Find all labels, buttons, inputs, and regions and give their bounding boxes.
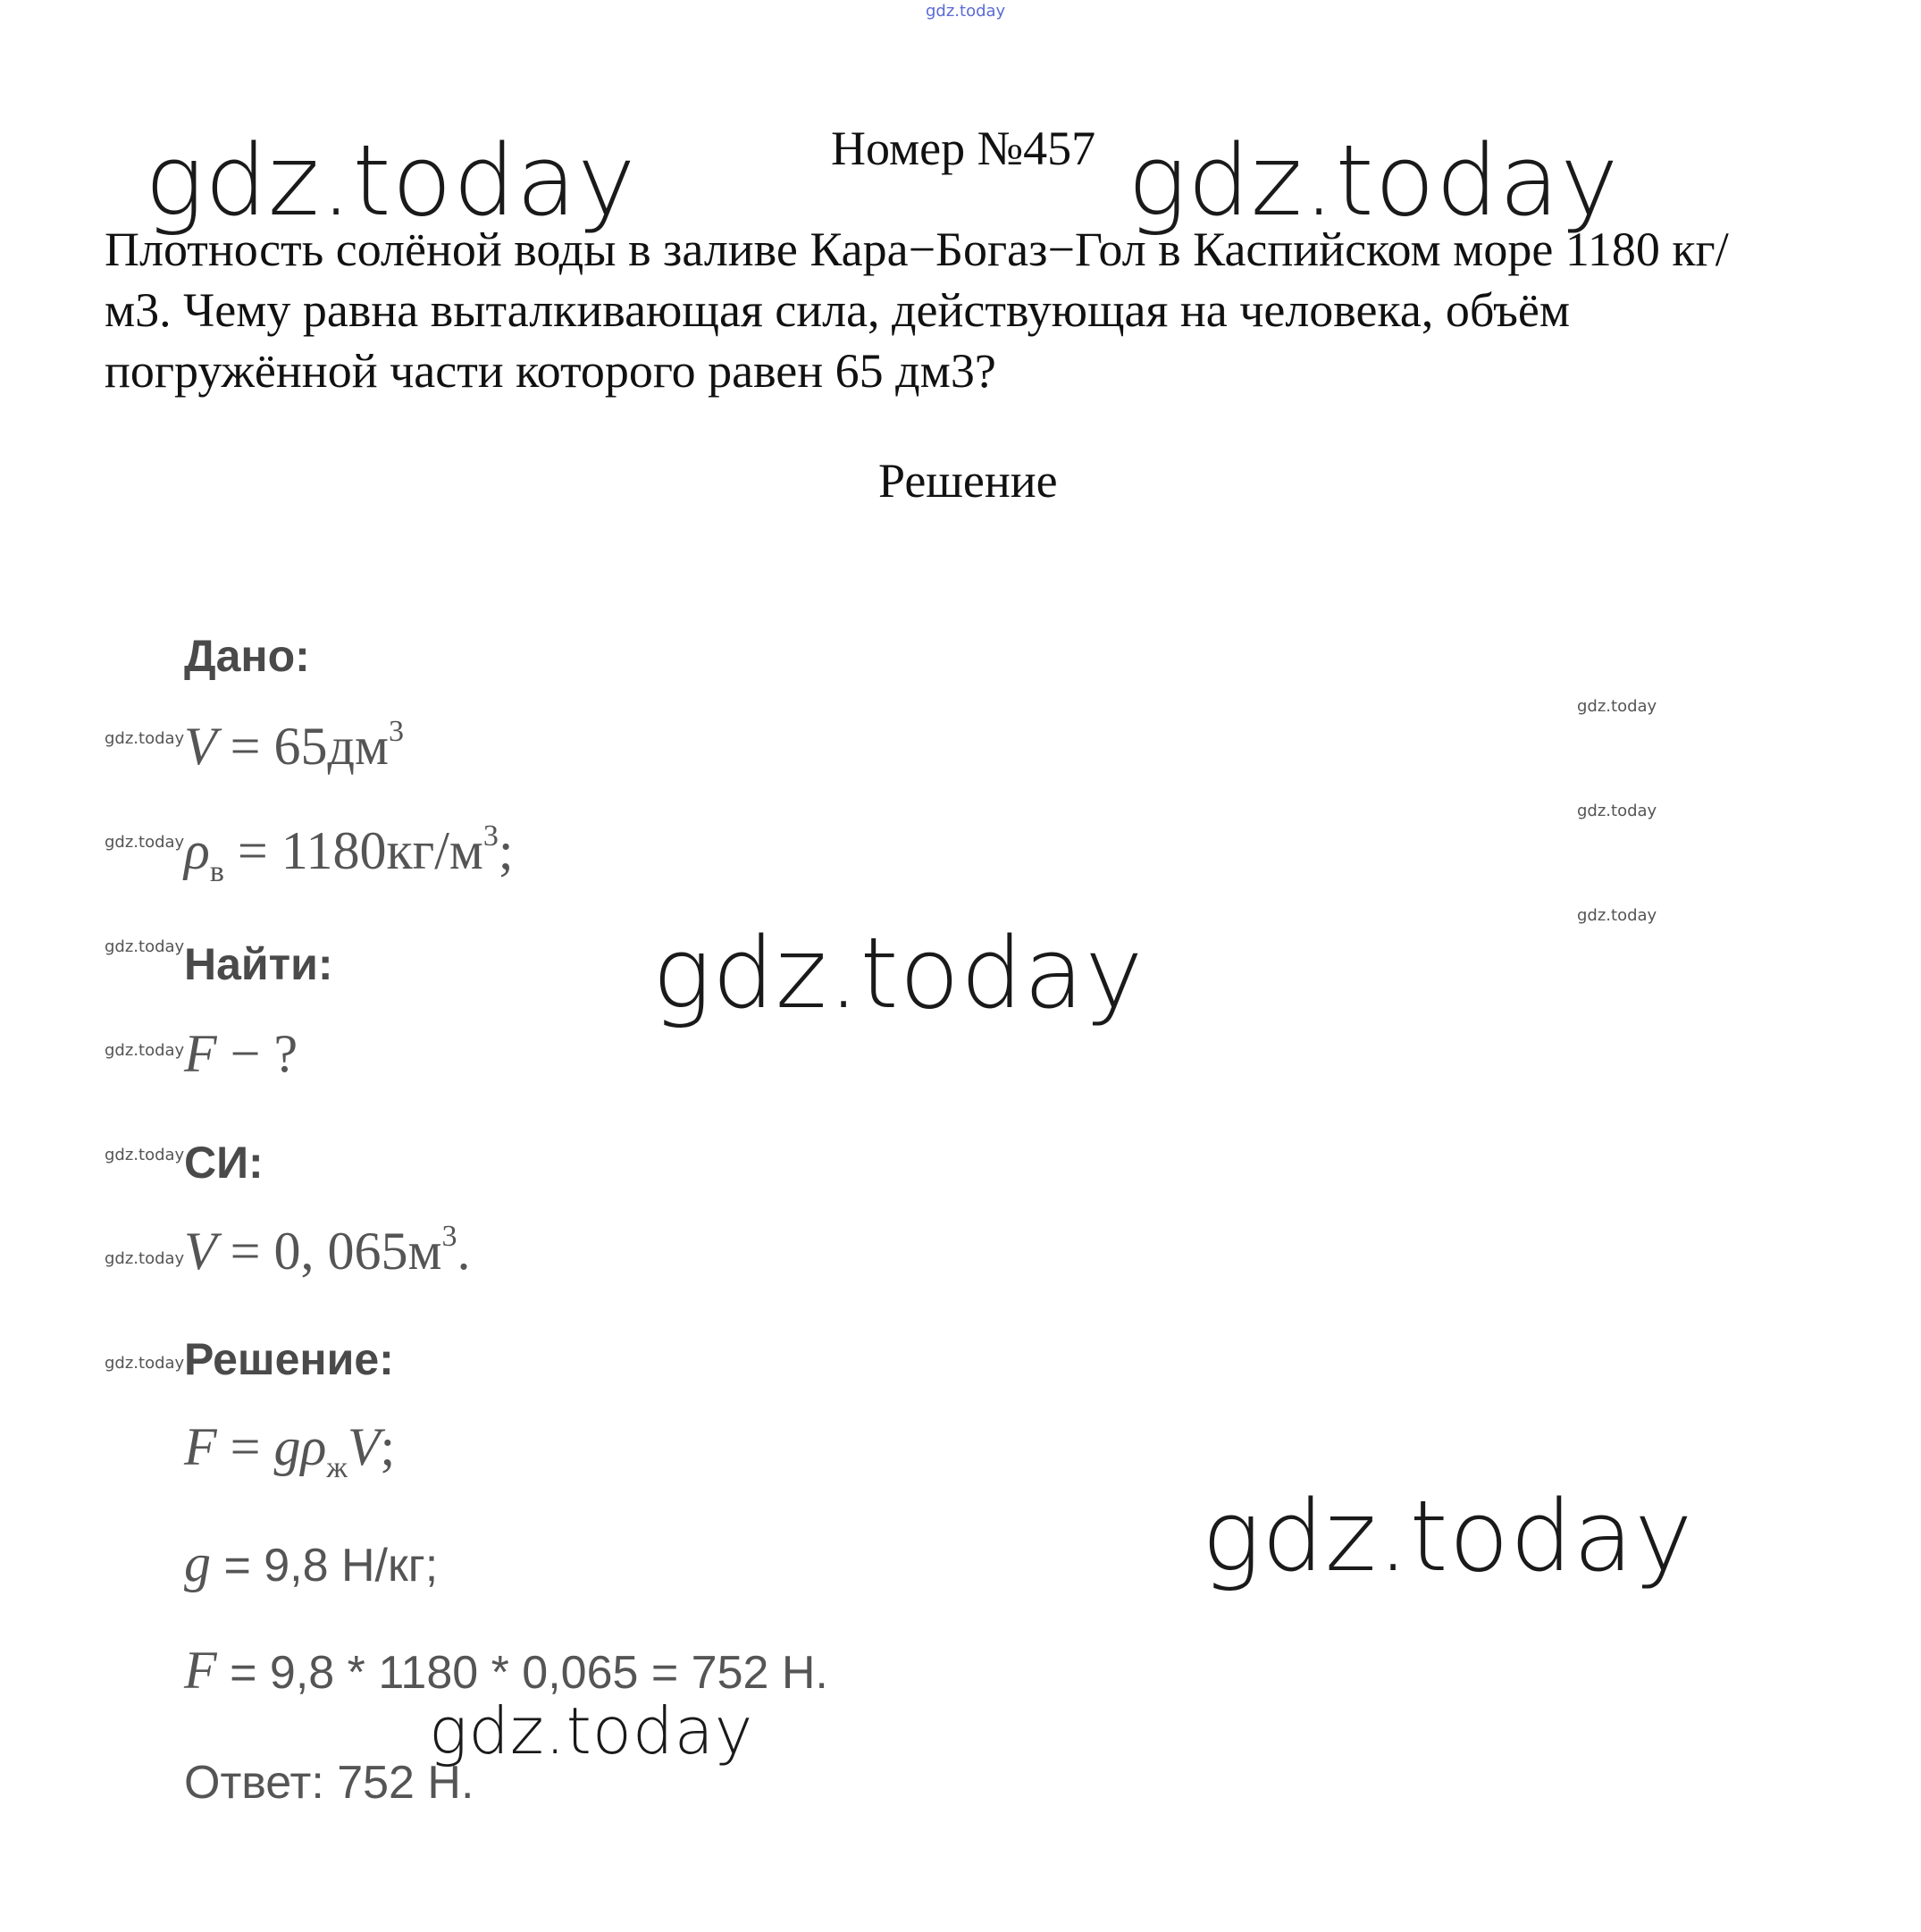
- si-volume-value: = 0, 065м: [216, 1222, 442, 1281]
- watermark-small: gdz.today: [105, 1249, 185, 1268]
- var-v: V: [184, 1222, 217, 1281]
- watermark-logo: gdz.today: [1202, 1479, 1694, 1593]
- watermark-small: gdz.today: [105, 833, 185, 852]
- g-value-text: = 9,8 Н/кг;: [211, 1540, 439, 1592]
- problem-text: Плотность солёной воды в заливе Кара−Богаз−Гол в Каспийском море 1180 кг/м3. Чему равна выталкивающая сила, действующая на человека, объём погружённой части которого равен 65 дм3?: [105, 223, 1729, 398]
- watermark-small: gdz.today: [105, 729, 185, 748]
- exponent: 3: [441, 1220, 457, 1253]
- watermark-small: gdz.today: [105, 937, 185, 956]
- var-g: g: [184, 1533, 211, 1592]
- exponent: 3: [389, 715, 404, 748]
- punct: ;: [380, 1417, 396, 1476]
- g-value: [184, 1533, 438, 1594]
- find-question: − ?: [216, 1024, 298, 1083]
- watermark-logo: gdz.today: [652, 916, 1145, 1030]
- calculation-text: = 9,8 * 1180 * 0,065 = 752 Н.: [216, 1647, 828, 1699]
- answer: Ответ: 752 Н.: [184, 1757, 474, 1809]
- var-v: V: [347, 1417, 381, 1476]
- watermark-small: gdz.today: [105, 1354, 185, 1373]
- equals: =: [216, 1417, 274, 1476]
- calculation: [184, 1640, 828, 1701]
- find-expression: [184, 1023, 298, 1085]
- var-f: F: [184, 1417, 217, 1476]
- var-rho: ρ: [184, 821, 210, 880]
- punct: .: [457, 1222, 471, 1281]
- watermark-small: gdz.today: [1577, 802, 1657, 820]
- var-f: F: [184, 1641, 217, 1700]
- given-volume-value: = 65дм: [216, 717, 389, 776]
- punct: ;: [498, 821, 514, 880]
- site-link[interactable]: gdz.today: [926, 2, 1006, 21]
- find-label: Найти:: [184, 939, 333, 989]
- si-volume: [184, 1220, 470, 1282]
- si-label: СИ:: [184, 1138, 264, 1188]
- exponent: 3: [482, 819, 499, 853]
- subscript: в: [209, 855, 224, 888]
- watermark-small: gdz.today: [1577, 697, 1657, 716]
- watermark-logo: gdz.today: [1128, 123, 1620, 238]
- given-label: Дано:: [184, 631, 310, 681]
- watermark-small: gdz.today: [105, 1041, 185, 1060]
- given-density-value: = 1180кг/м: [223, 821, 483, 880]
- watermark-small: gdz.today: [105, 1146, 185, 1164]
- given-density: [184, 819, 514, 889]
- var-f: F: [184, 1024, 217, 1083]
- watermark-small: gdz.today: [1577, 906, 1657, 925]
- given-volume: [184, 715, 404, 777]
- solve-label: Решение:: [184, 1334, 394, 1384]
- task-number: Номер №457: [831, 122, 1096, 175]
- var-rho: ρ: [300, 1417, 327, 1476]
- formula: [184, 1416, 395, 1485]
- var-v: V: [184, 717, 217, 776]
- watermark-logo: gdz.today: [429, 1693, 754, 1768]
- watermark-logo: gdz.today: [145, 123, 637, 238]
- subscript: ж: [326, 1451, 348, 1484]
- solution-heading: Решение: [878, 454, 1058, 508]
- var-g: g: [273, 1417, 301, 1476]
